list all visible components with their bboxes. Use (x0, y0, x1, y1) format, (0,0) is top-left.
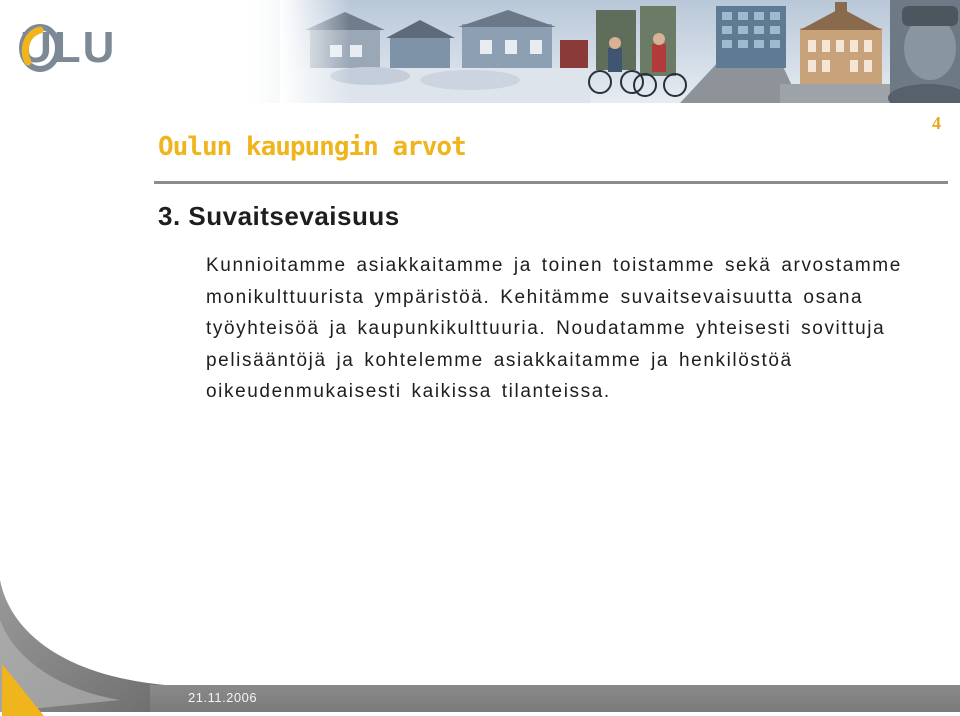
bottom-corner-decoration (0, 560, 170, 716)
slide-number: 4 (932, 113, 941, 133)
footer-bar (150, 685, 960, 712)
header-banner (0, 0, 960, 103)
title-divider (154, 181, 948, 184)
body-paragraph: Kunnioitamme asiakkaitamme ja toinen toistamme sekä arvostamme monikulttuurista ympäristöä. Kehitämme suvaitsevaisuutta osana työyhteisöä ja kaupunkikulttuuria. Noudatamme yhteisesti sovittuja pelisääntöjä ja kohtelemme asiakkaitamme ja henkilöstöä oikeudenmukaisesti kaikissa tilanteissa. (206, 255, 902, 402)
logo-text: ULU (20, 23, 117, 72)
footer-date: 21.11.2006 (188, 690, 258, 705)
section-heading: 3. Suvaitsevaisuus (158, 201, 400, 231)
oulu-logo-o-mark (18, 22, 62, 74)
header-photo-collage (0, 0, 960, 103)
oulu-logo (18, 22, 116, 74)
slide-title: Oulun kaupungin arvot (158, 132, 466, 162)
